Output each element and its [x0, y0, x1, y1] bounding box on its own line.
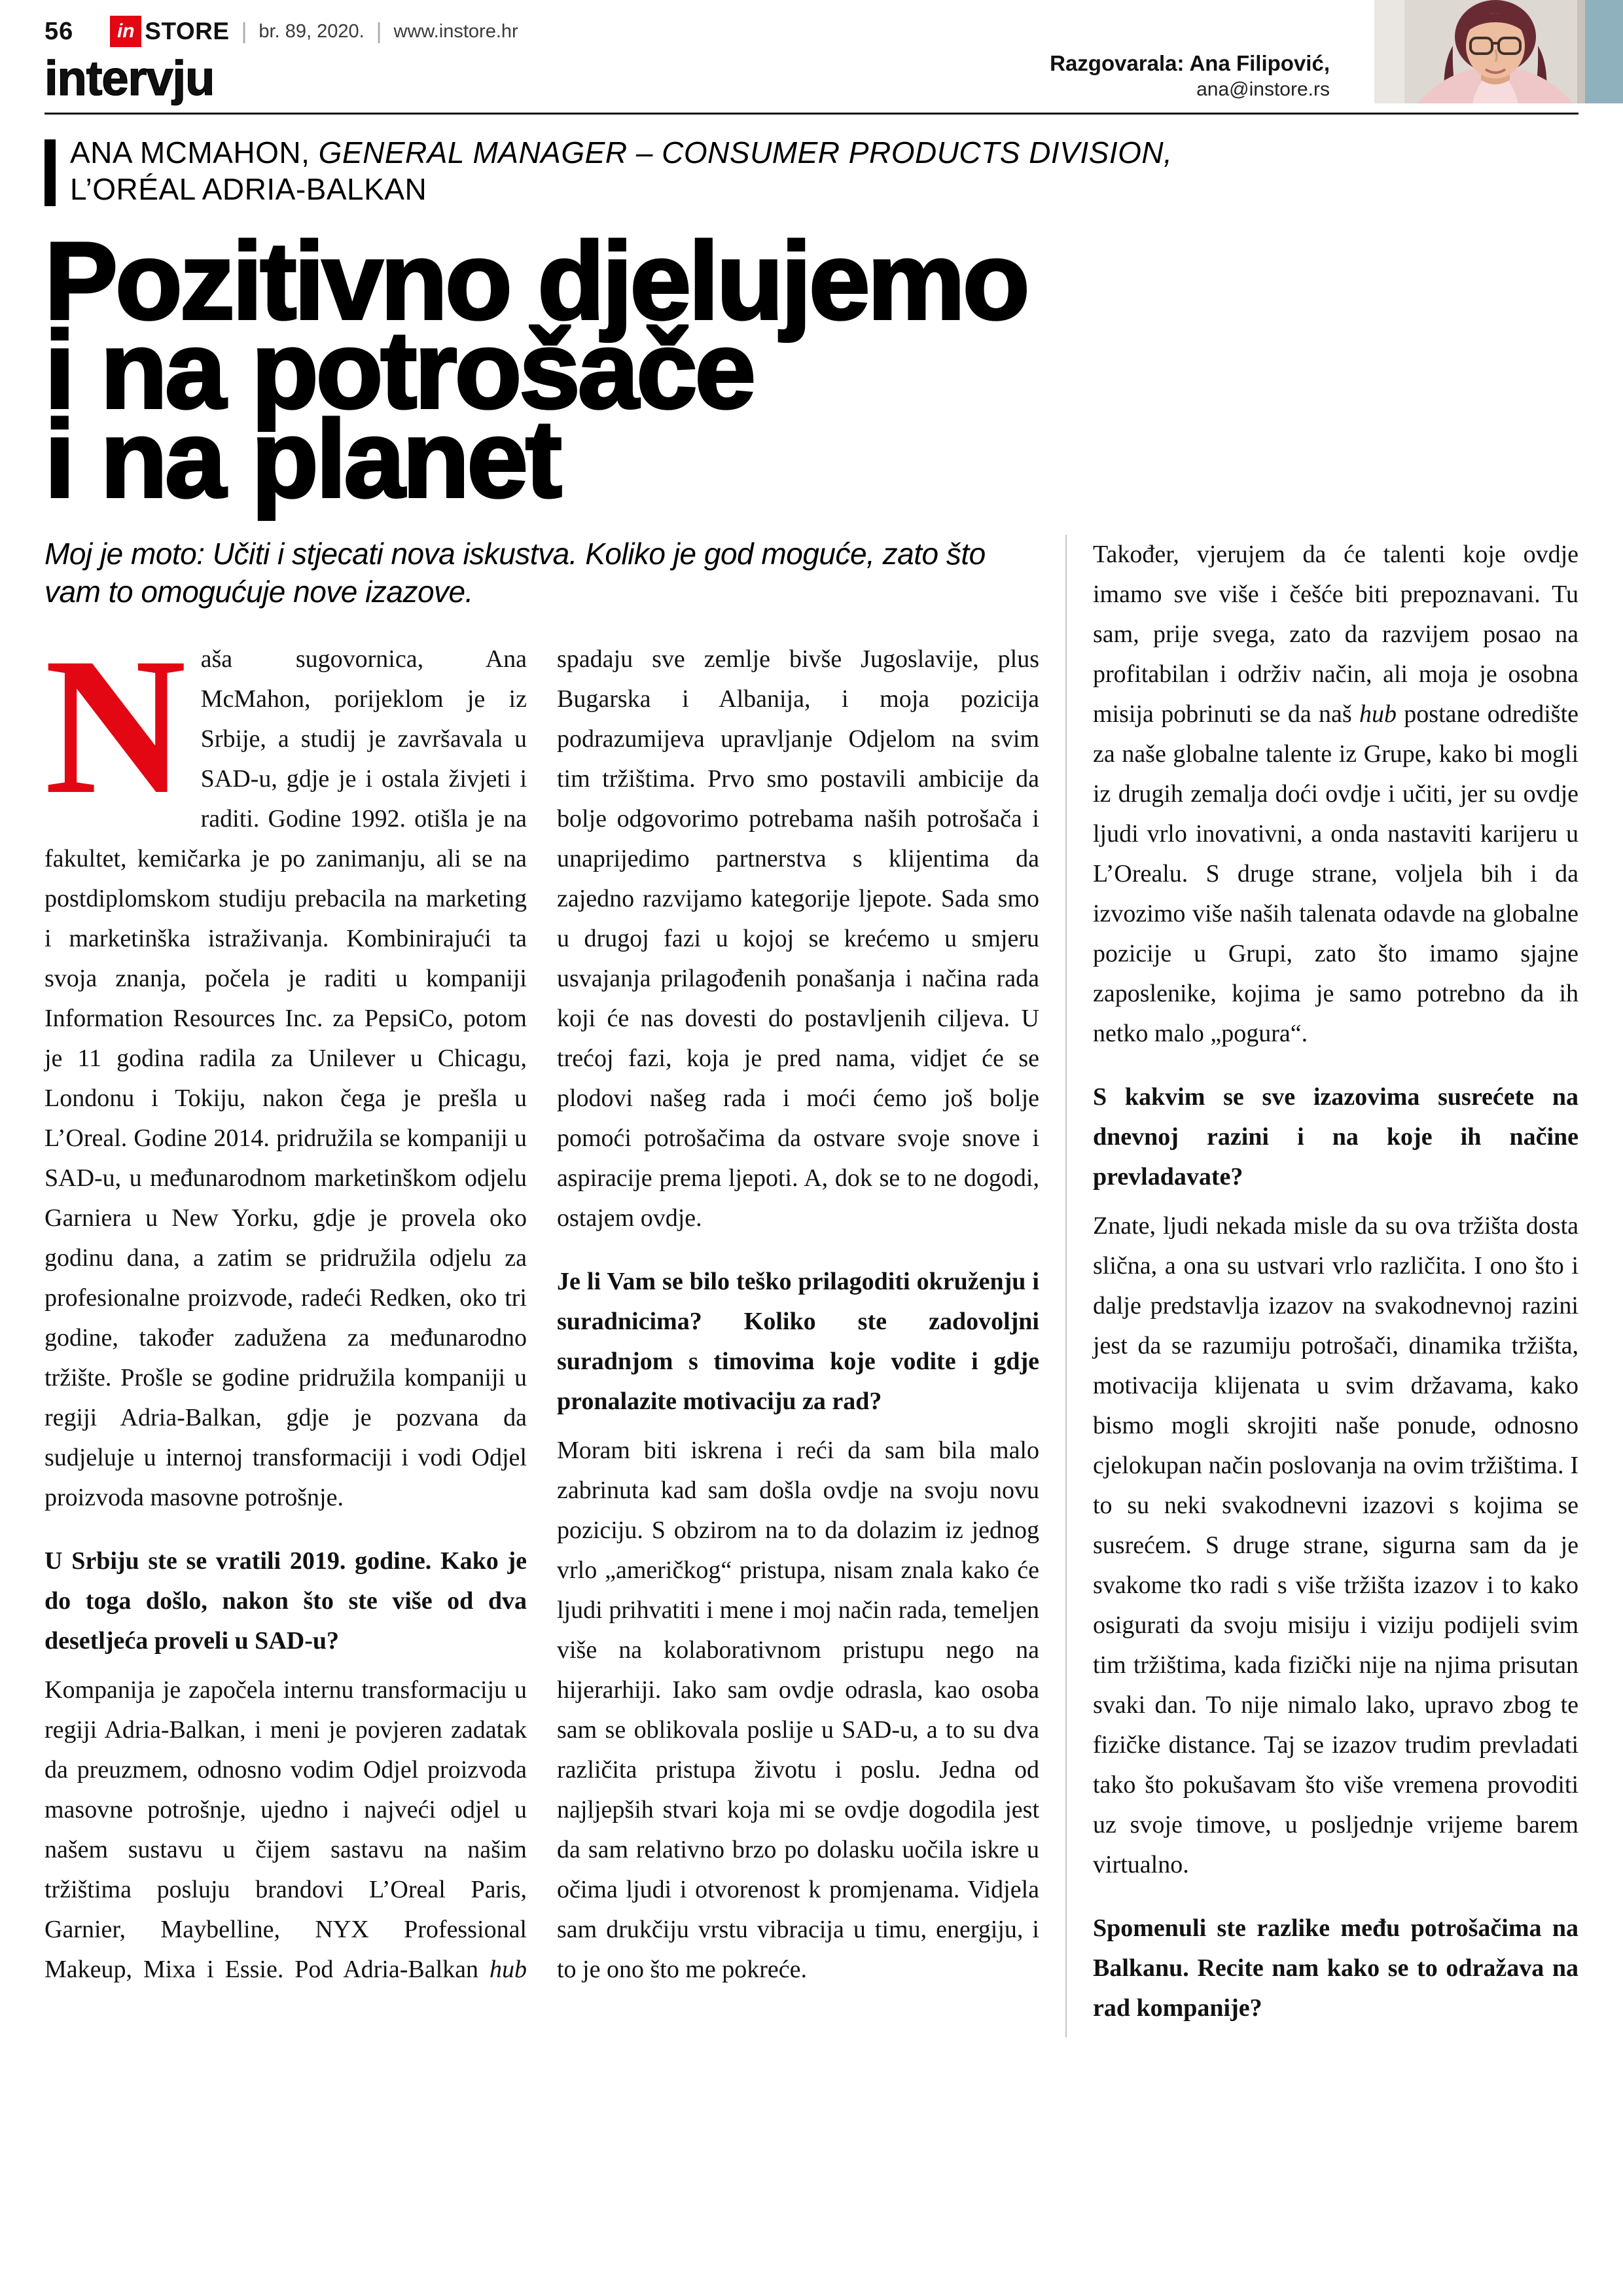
body-paragraph: Također, vjerujem da će talenti koje ovdje imamo sve više i češće biti prepoznavani. Tu sam, prije svega, zato da razvijem posao na profitabilan i održiv način, ali moja je osobna misija pobrinuti se da naš hub postane odredište za naše globalne talente iz Grupe, kako bi mogli iz drugih zemalja doći ovdje i učiti, jer su ovdje ljudi vrlo inovativni, a onda nastaviti karijeru u L’Orealu. S druge strane, voljela bih i da izvozimo više naših talenata odavde na globalne pozicije u Grupi, zato što imamo sjajne zaposlenike, kojima je samo potrebno da ih netko malo „pogura“.: [1093, 541, 1578, 1047]
header-meta-row: [45, 16, 1578, 47]
kicker-bar: [45, 139, 56, 206]
header-separator: |: [241, 18, 247, 44]
issue-number: br. 89, 2020.: [259, 20, 365, 42]
body-paragraph: Naša sugovornica, Ana McMahon, porijeklom je iz Srbije, a studij je završavala u SAD-u, gdje je i ostala živjeti i raditi. Godine 1992. otišla je na fakultet, kemičarka je po zanimanju, ali se na postdiplomskom studiju prebacila na marketing i marketinška istraživanja. Kombinirajući ta svoja znanja, počela je raditi u kompaniji Information Resources Inc. za PepsiCo, potom je 11 godina radila za Unilever u Chicagu, Londonu i Tokiju, nakon čega je prešla u L’Oreal. Godine 2014. pridružila se kompaniji u SAD-u, u međunarodnom marketinškom odjelu Garniera u New Yorku, gdje je provela oko godinu dana, a zatim se pridružila odjelu za profesionalne proizvode, radeći Redken, oko tri godine, također zadužena za međunarodno tržište. Prošle se godine pridružila kompaniji u regiji Adria-Balkan, gdje je pozvana da sudjeluje u internoj transformaciji i vodi Odjel proizvoda masovne potrošnje.: [45, 617, 527, 1511]
byline: [1050, 51, 1330, 101]
header-rule: [45, 113, 1578, 115]
instore-logo: [110, 16, 229, 47]
section-title: intervju: [45, 51, 215, 105]
headline: [45, 219, 1578, 520]
kicker-text: [70, 134, 1172, 207]
kicker: [45, 134, 1578, 207]
question-subhead: U Srbiju ste se vratili 2019. godine. Kako je do toga došlo, nakon što ste više od dva desetljeća proveli u SAD-u?: [45, 1547, 527, 1655]
page-header: [45, 16, 1578, 106]
dropcap: N: [45, 617, 187, 834]
headline-line: i na potrošače: [45, 308, 754, 431]
portrait-photo-svg: [1374, 0, 1623, 103]
question-subhead: Spomenuli ste razlike među potrošačima na Balkanu. Recite nam kako se to odražava na rad kompanije?: [1093, 1914, 1578, 2022]
article-columns-left: [45, 617, 1039, 1991]
header-separator: |: [376, 18, 382, 44]
instore-logo-mark: in: [110, 16, 141, 47]
headline-line: i na planet: [45, 397, 560, 520]
kicker-line: ANA MCMAHON, GENERAL MANAGER – CONSUMER PRODUCTS DIVISION,: [70, 135, 1173, 170]
kicker-line: L’ORÉAL ADRIA-BALKAN: [70, 172, 427, 206]
interviewer-email[interactable]: ana@instore.rs: [1196, 79, 1330, 100]
article-left-section: [45, 535, 1039, 2037]
body-paragraph: Kompanija je započela internu transformaciju u regiji Adria-Balkan, i meni je povjeren zadatak da preuzmem, odnosno vodim Odjel proizvoda masovne potrošnje, ujedno i najveći odjel u našem sustavu u čijem sastavu na našim tržištima posluju brandovi L’Oreal Paris, Garnier, Maybelline, NYX Professional Makeup, Mixa i Essie. Pod Adria-Balkan hub spadaju sve zemlje bivše Jugoslavije, plus Bugarska i Albanija, i moja pozicija podrazumijeva upravljanje Odjelom na svim tim tržištima. Prvo smo postavili ambicije da bolje odgovorimo potrebama naših potrošača i unaprijedimo partnerstva s klijentima da zajedno razvijamo kategorije ljepote. Sada smo u drugoj fazi u kojoj se krećemo u smjeru usvajanja prilagođenih ponašanja i načina rada koji će nas dovesti do postavljenih ciljeva. U trećoj fazi, koja je pred nama, vidjet će se plodovi našeg rada i moći ćemo još bolje pomoći potrošačima da ostvare svoje snove i aspiracije prema ljepoti. A, dok se to ne dogodi, ostajem ovdje.: [45, 645, 1039, 1983]
article-column-right: [1065, 535, 1578, 2037]
question-subhead: S kakvim se sve izazovima susrećete na dnevnoj razini i na koje ih načine prevladavate?: [1093, 1083, 1578, 1191]
instore-logo-text: STORE: [145, 18, 230, 45]
website-url[interactable]: www.instore.hr: [393, 20, 518, 42]
body-paragraph: Znate, ljudi nekada misle da su ova tržišta dosta slična, a ona su ustvari vrlo različita. I ono što i dalje predstavlja izazov na svakodnevnoj razini jest da se razumiju potrošači, dinamika tržišta, motivacija klijenata u svim državama, kako bismo mogli skrojiti naše ponude, odnosno cjelokupan način poslovanja na ovim tržištima. I to su neki svakodnevni izazovi s kojima se susrećem. S druge strane, sigurna sam da je svakome tko radi s više tržišta izazov i to kako osigurati da svoju misiju i viziju podijeli svim tim tržištima, kada fizički nije na njima prisutan svaki dan. To nije nimalo lako, upravo zbog te fizičke distance. Taj se izazov trudim prevladati tako što pokušavam što više vremena provoditi uz svoje timove, u posljednje vrijeme barem virtualno.: [1093, 1212, 1578, 1878]
lede: Moj je moto: Učiti i stjecati nova iskustva. Koliko je god moguće, zato što vam to omogućuje nove izazove.: [45, 537, 986, 609]
page-number: 56: [45, 17, 74, 45]
article-body: [45, 535, 1578, 2037]
interviewer-name: Razgovarala: Ana Filipović,: [1050, 51, 1330, 75]
body-paragraph: Moram biti iskrena i reći da sam bila malo zabrinuta kad sam došla ovdje na svoju novu poziciju. S obzirom na to da dolazim iz jednog vrlo „američkog“ pristupa, nisam znala kako će ljudi prihvatiti i mene i moj način rada, temeljen više na kolaborativnom pristupu nego na hijerarhiji. Iako sam ovdje odrasla, kao osoba sam se oblikovala poslije u SAD-u, a to su dva različita pristupa životu i poslu. Jedna od najljepših stvari koja mi se ovdje dogodila jest da sam relativno brzo po dolasku uočila iskre u očima ljudi i otvorenost k promjenama. Vidjela sam drukčiju vrstu vibracija u timu, energiju, i to je ono što me pokreće.: [557, 1437, 1039, 1983]
headline-line: Pozitivno djelujemo: [45, 219, 1027, 342]
interviewer-photo: [1374, 0, 1623, 103]
question-subhead: Je li Vam se bilo teško prilagoditi okruženju i suradnicima? Koliko ste zadovoljni suradnjom s timovima koje vodite i gdje pronalazite motivaciju za rad?: [557, 1268, 1039, 1415]
